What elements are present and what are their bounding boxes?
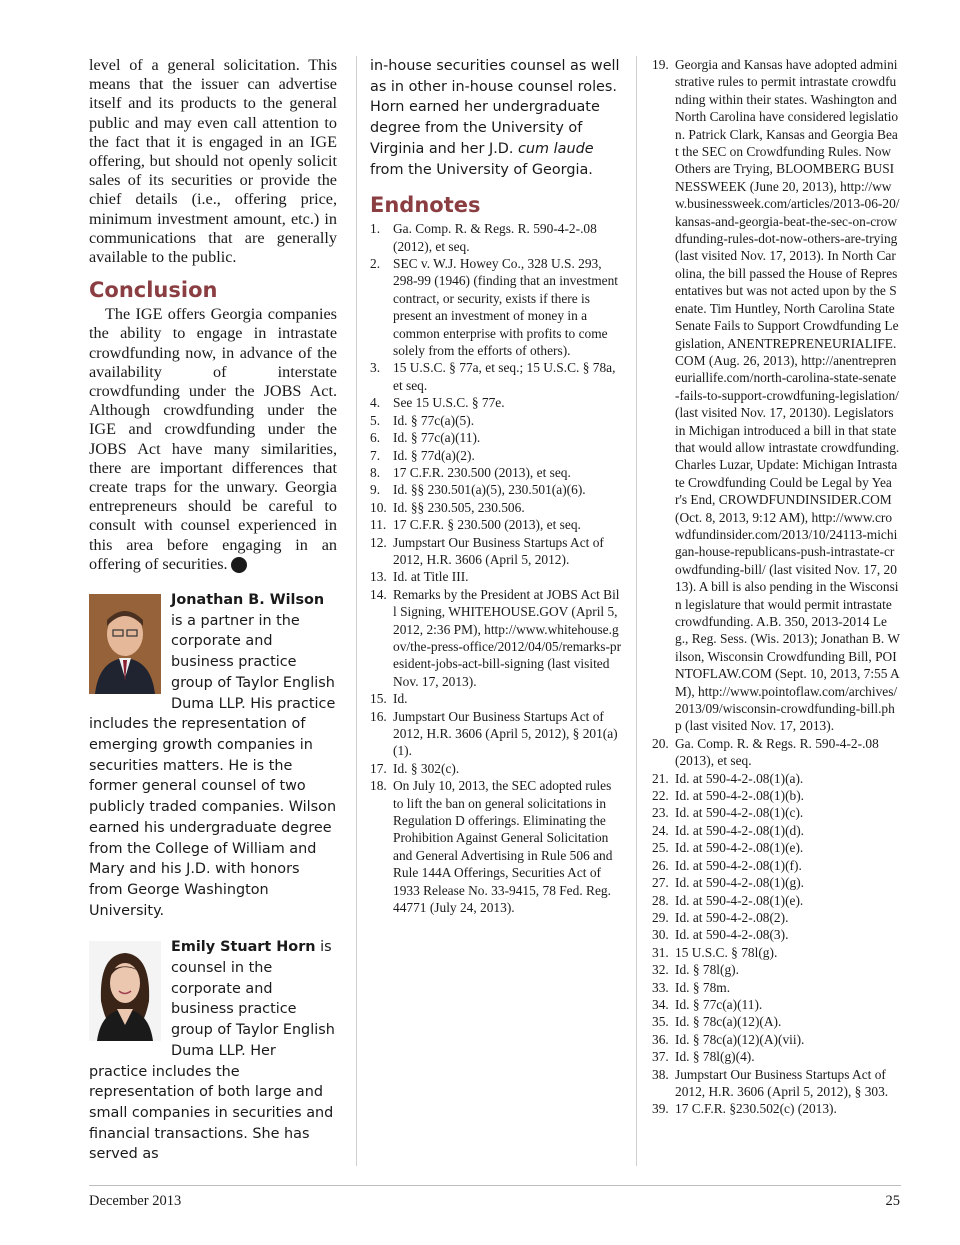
endnote-number: 11. bbox=[370, 517, 387, 533]
endnote-number: 21. bbox=[652, 770, 669, 786]
endnote-number: 38. bbox=[652, 1066, 669, 1082]
endnote-text: Id. at 590-4-2-.08(1)(d). bbox=[675, 822, 805, 838]
endnote-text: Id. § 77d(a)(2). bbox=[393, 447, 475, 463]
endnote-item bbox=[652, 944, 900, 961]
endnote-text: Id. §§ 230.501(a)(5), 230.501(a)(6). bbox=[393, 482, 586, 498]
endnote-text: Remarks by the President at JOBS Act Bill Signing, WHITEHOUSE.GOV (April 5, 2012, 2:36 PM), http://www.whitehouse.gov/the-press-office/2012/04/05/remarks-president-jobs-act-bill-signing (last visited Nov. 17, 2013). bbox=[393, 586, 622, 689]
endnote-number: 10. bbox=[370, 499, 387, 515]
endnote-number: 28. bbox=[652, 892, 669, 908]
endnote-number: 19. bbox=[652, 57, 669, 72]
endnote-item bbox=[370, 568, 622, 585]
gbj-end-mark-icon: GBJ bbox=[231, 557, 247, 573]
endnote-number: 33. bbox=[652, 979, 669, 995]
endnote-text: 17 C.F.R. §230.502(c) (2013). bbox=[675, 1101, 837, 1117]
endnote-number: 22. bbox=[652, 788, 669, 804]
endnote-text: 15 U.S.C. § 78l(g). bbox=[675, 944, 778, 960]
conclusion-heading: Conclusion bbox=[89, 278, 218, 303]
endnote-number: 5. bbox=[370, 412, 381, 428]
endnote-item bbox=[652, 874, 900, 891]
endnote-text: Id. at Title III. bbox=[393, 569, 469, 585]
endnote-item bbox=[370, 499, 622, 516]
endnote-number: 15. bbox=[370, 691, 387, 707]
endnote-text: Jumpstart Our Business Startups Act of 2012, H.R. 3606 (April 5, 2012). bbox=[393, 534, 604, 567]
endnote-item bbox=[652, 56, 900, 735]
endnote-item bbox=[652, 839, 900, 856]
endnote-item bbox=[370, 359, 622, 394]
author-bio-wilson bbox=[89, 590, 337, 921]
endnote-number: 14. bbox=[370, 586, 387, 602]
endnote-item bbox=[652, 996, 900, 1013]
endnote-number: 20. bbox=[652, 735, 669, 751]
endnotes-list bbox=[370, 220, 622, 916]
endnote-item bbox=[370, 690, 622, 707]
endnote-item bbox=[370, 220, 622, 255]
endnote-item bbox=[652, 804, 900, 821]
endnote-number: 8. bbox=[370, 464, 381, 480]
footer-rule bbox=[89, 1185, 901, 1186]
page-number: 25 bbox=[885, 1193, 900, 1209]
endnote-item bbox=[370, 429, 622, 446]
endnote-number: 16. bbox=[370, 708, 387, 724]
endnote-item bbox=[370, 394, 622, 411]
column-3 bbox=[652, 56, 900, 1118]
endnote-item bbox=[652, 770, 900, 787]
endnote-text: Id. § 302(c). bbox=[393, 760, 460, 776]
endnote-text: Id. at 590-4-2-.08(1)(f). bbox=[675, 857, 802, 873]
endnote-text: Georgia and Kansas have adopted administrative rules to permit intrastate crowdfunding within their states. Washington and North Carolina have considered legislation. Patrick Clark, Kansas and Georgia Beat the SEC on Crowdfunding Rules. Now Others are Trying, BLOOMBERG BUSINESSWEEK (June 20, 2013), http://www.businessweek.com/articles/2013-06-20/kansas-and-georgia-beat-the-sec-on-crowdfunding-rules-dot-now-others-are-trying (last visited Nov. 17, 2013). In North Carolina, the bill passed the House of Representatives but was not acted upon by the Senate. Tim Huntley, North Carolina State Senate Fails to Support Crowdfunding Legislation, ANENTREPRENEURIALIFE.COM (Aug. 26, 2013), http://anentrepreneuriallife.com/north-carolina-state-senate-fails-to-support-crowdfuning-legislation/ (last visited Nov. 17, 20130). Legislators in Michigan introduced a bill in that state that would allow intrastate crowdfunding. Charles Luzar, Update: Michigan Intrastate Crowdfunding Could be Legal by Year's End, CROWDFUNDINSIDER.COM (Oct. 8, 2013, 9:12 AM), http://www.crowdfundinsider.com/2013/10/24113-michigan-house-republicans-push-intrastate-crowdfunding-bill/ (last visited Nov. 17, 2013). A bill is also pending in the Wisconsin legislature that would permit intrastate crowdfunding. A.B. 350, 2013-2014 Leg., Reg. Sess. (Wis. 2013); Jonathan B. Wilson, Wisconsin Crowdfunding Bill, POINTOFLAW.COM (Sept. 10, 2013, 7:55 AM), http://www.pointoflaw.com/archives/2013/09/wisconsin-crowdfunding-bill.php (last visited Nov. 17, 2013). bbox=[675, 57, 900, 734]
endnote-item bbox=[370, 481, 622, 498]
conclusion-paragraph bbox=[89, 305, 337, 574]
endnote-text: 15 U.S.C. § 77a, et seq.; 15 U.S.C. § 78a, et seq. bbox=[393, 360, 616, 393]
bio-continued-emphasis: cum laude bbox=[518, 140, 594, 157]
endnote-text: Id. at 590-4-2-.08(1)(e). bbox=[675, 840, 804, 856]
endnote-number: 12. bbox=[370, 534, 387, 550]
endnote-item bbox=[652, 1048, 900, 1065]
footer-date: December 2013 bbox=[89, 1193, 182, 1209]
endnote-item bbox=[652, 735, 900, 770]
endnote-text: 17 C.F.R. § 230.500 (2013), et seq. bbox=[393, 517, 581, 533]
endnote-item bbox=[652, 909, 900, 926]
endnote-number: 27. bbox=[652, 875, 669, 891]
endnote-text: Id. at 590-4-2-.08(2). bbox=[675, 909, 789, 925]
endnote-text: Id. § 78c(a)(12)(A). bbox=[675, 1014, 782, 1030]
column-divider bbox=[636, 56, 637, 1166]
endnote-item bbox=[652, 961, 900, 978]
endnote-number: 32. bbox=[652, 962, 669, 978]
endnote-text: Id. § 78l(g)(4). bbox=[675, 1049, 755, 1065]
endnote-number: 37. bbox=[652, 1049, 669, 1065]
endnote-number: 36. bbox=[652, 1031, 669, 1047]
endnote-item bbox=[370, 708, 622, 760]
endnote-number: 30. bbox=[652, 927, 669, 943]
endnote-item bbox=[652, 1013, 900, 1030]
author-photo-wilson bbox=[89, 594, 161, 694]
endnote-text: Jumpstart Our Business Startups Act of 2012, H.R. 3606 (April 5, 2012), § 201(a)(1). bbox=[393, 708, 618, 759]
endnote-number: 24. bbox=[652, 822, 669, 838]
endnote-item bbox=[652, 926, 900, 943]
endnote-number: 23. bbox=[652, 805, 669, 821]
endnote-item bbox=[370, 777, 622, 916]
conclusion-text: The IGE offers Georgia companies the ability to engage in intrastate crowdfunding now, in advance of the availability of interstate crowdfunding under the JOBS Act. Although crowdfunding under the IGE and crowdfunding under the JOBS Act have many similarities, there are important differences that create traps for the unwary. Georgia entrepreneurs should be careful to consult with counsel experienced in this area before engaging in an offering of securities. bbox=[89, 305, 337, 573]
endnote-number: 31. bbox=[652, 944, 669, 960]
endnote-number: 3. bbox=[370, 360, 381, 376]
endnote-number: 34. bbox=[652, 996, 669, 1012]
endnote-text: Id. at 590-4-2-.08(1)(g). bbox=[675, 875, 805, 891]
endnote-number: 39. bbox=[652, 1101, 669, 1117]
column-divider bbox=[356, 56, 357, 1166]
endnote-text: Id. § 77c(a)(11). bbox=[675, 996, 763, 1012]
column-2 bbox=[370, 56, 622, 916]
author-name-wilson: Jonathan B. Wilson bbox=[171, 592, 325, 609]
endnote-text: Id. § 78l(g). bbox=[675, 962, 739, 978]
author-bio-text-wilson: is a partner in the corporate and business practice group of Taylor English Duma LLP. His practice includes the representation of emerging growth companies in securities matters. He is the former general counsel of two publicly traded companies. Wilson earned his undergraduate degree from the College of William and Mary and his J.D. with honors from George Washington University. bbox=[89, 612, 337, 919]
endnote-number: 2. bbox=[370, 256, 381, 272]
endnote-item bbox=[652, 1066, 900, 1101]
bio-continued-text: in-house securities counsel as well as in other in-house counsel roles. Horn earned her undergraduate degree from the University of Virginia and her J.D. bbox=[370, 58, 620, 157]
column-1 bbox=[89, 56, 337, 1165]
endnote-item bbox=[370, 516, 622, 533]
endnote-text: Id. §§ 230.505, 230.506. bbox=[393, 499, 525, 515]
bio-continued-text-end: from the University of Georgia. bbox=[370, 161, 593, 178]
endnote-text: Id. § 78m. bbox=[675, 979, 731, 995]
endnote-text: Id. at 590-4-2-.08(3). bbox=[675, 927, 789, 943]
endnote-number: 6. bbox=[370, 430, 381, 446]
endnote-text: Id. at 590-4-2-.08(1)(b). bbox=[675, 788, 805, 804]
author-bio-text-horn: is counsel in the corporate and business practice group of Taylor English Duma LLP. Her practice includes the representation of both large and small companies in securities and financial transactions. She has served as bbox=[89, 939, 335, 1163]
endnote-number: 35. bbox=[652, 1014, 669, 1030]
endnote-number: 26. bbox=[652, 857, 669, 873]
endnote-number: 1. bbox=[370, 221, 381, 237]
endnote-text: Id. § 78c(a)(12)(A)(vii). bbox=[675, 1031, 805, 1047]
endnote-item bbox=[370, 760, 622, 777]
endnote-number: 18. bbox=[370, 778, 387, 794]
endnotes-list-continued bbox=[652, 56, 900, 1118]
endnote-number: 4. bbox=[370, 395, 381, 411]
endnote-number: 29. bbox=[652, 909, 669, 925]
endnote-number: 25. bbox=[652, 840, 669, 856]
endnote-number: 9. bbox=[370, 482, 381, 498]
endnote-item bbox=[370, 255, 622, 359]
endnote-item bbox=[652, 787, 900, 804]
endnote-item bbox=[652, 979, 900, 996]
endnote-text: Jumpstart Our Business Startups Act of 2012, H.R. 3606 (April 5, 2012), § 303. bbox=[675, 1066, 889, 1099]
endnote-text: See 15 U.S.C. § 77e. bbox=[393, 395, 505, 411]
endnote-item bbox=[652, 1031, 900, 1048]
endnote-item bbox=[370, 534, 622, 569]
endnote-text: Id. § 77c(a)(5). bbox=[393, 412, 475, 428]
endnote-text: SEC v. W.J. Howey Co., 328 U.S. 293, 298-99 (1946) (finding that an investment contract, or security, exists if there is present an investment of money in a common enterprise with profits to come solely from the efforts of others). bbox=[393, 256, 618, 359]
author-name-horn: Emily Stuart Horn bbox=[171, 939, 316, 956]
endnote-number: 17. bbox=[370, 760, 387, 776]
endnote-number: 13. bbox=[370, 569, 387, 585]
endnote-text: Id. at 590-4-2-.08(1)(c). bbox=[675, 805, 804, 821]
endnote-text: Id. at 590-4-2-.08(1)(e). bbox=[675, 892, 804, 908]
endnotes-heading: Endnotes bbox=[370, 193, 481, 218]
endnote-item bbox=[652, 1100, 900, 1117]
endnote-text: Id. § 77c(a)(11). bbox=[393, 430, 481, 446]
intro-paragraph: level of a general solicitation. This means that the issuer can advertise itself and its products to the general public and may even call attention to the fact that it is engaged in an IGE offering, but should not openly solicit sales of its securities or provide the chief details (i.e., offering price, minimum investment amount, etc.) in communications that are generally available to the public. bbox=[89, 56, 337, 267]
endnote-text: Ga. Comp. R. & Regs. R. 590-4-2-.08 (2013), et seq. bbox=[675, 735, 879, 769]
endnote-item bbox=[652, 857, 900, 874]
endnote-item bbox=[652, 822, 900, 839]
endnote-text: 17 C.F.R. 230.500 (2013), et seq. bbox=[393, 464, 571, 480]
author-photo-horn bbox=[89, 941, 161, 1041]
author-bio-horn-continued bbox=[370, 56, 622, 180]
endnote-item bbox=[652, 892, 900, 909]
endnote-item bbox=[370, 447, 622, 464]
endnote-text: On July 10, 2013, the SEC adopted rules to lift the ban on general solicitations in Regulation D offerings. Eliminating the Prohibition Against General Solicitation and General Advertising in Rule 506 and Rule 144A Offerings, Securities Act of 1933 Release No. 33-9415, 78 Fed. Reg. 44771 (July 24, 2013). bbox=[393, 778, 613, 916]
endnote-number: 7. bbox=[370, 447, 381, 463]
endnote-item bbox=[370, 586, 622, 690]
endnote-text: Ga. Comp. R. & Regs. R. 590-4-2-.08 (2012), et seq. bbox=[393, 221, 597, 254]
endnote-item bbox=[370, 412, 622, 429]
endnote-item bbox=[370, 464, 622, 481]
endnote-text: Id. bbox=[393, 691, 408, 707]
endnote-text: Id. at 590-4-2-.08(1)(a). bbox=[675, 770, 804, 786]
author-bio-horn bbox=[89, 937, 337, 1165]
